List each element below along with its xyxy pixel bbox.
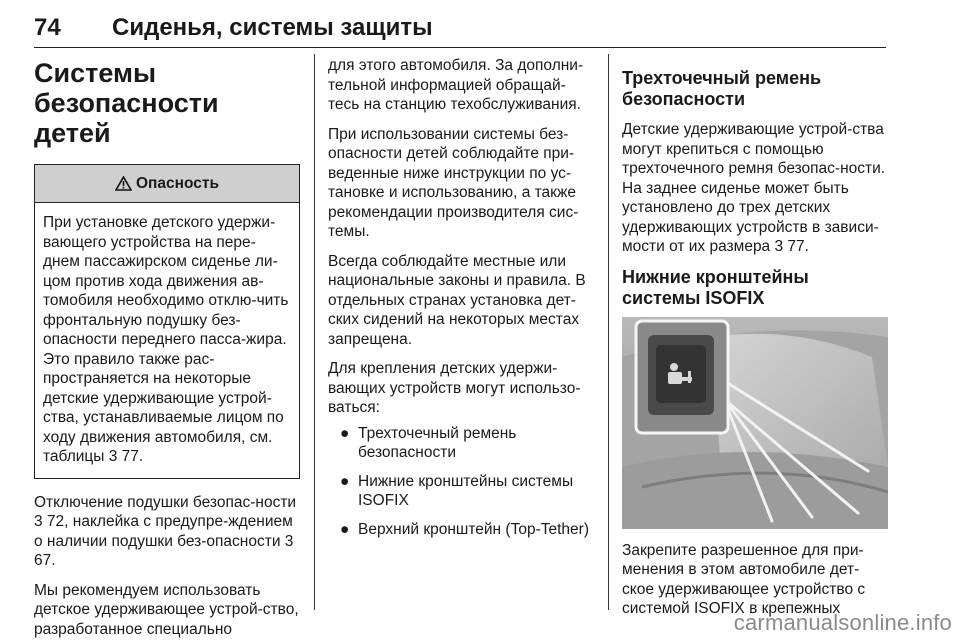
warning-title: Опасность — [135, 174, 220, 192]
column-divider-1 — [314, 54, 315, 610]
column-middle — [328, 56, 594, 548]
list-item-text: Нижние кронштейны системы ISOFIX — [358, 472, 574, 509]
warning-header — [35, 165, 299, 203]
isofix-paragraph: Закрепите разрешенное для при-менения в этом автомобиле дет-ское удерживающее устройство с системой ISOFIX в крепежных — [622, 541, 866, 617]
list-item — [328, 520, 594, 540]
page-number: 74 — [34, 14, 61, 41]
mounting-options-list — [328, 424, 594, 540]
list-item-text: Верхний кронштейн (Top-Tether) — [358, 520, 589, 538]
column-divider-2 — [608, 54, 609, 610]
warning-triangle-icon — [115, 176, 132, 191]
section-title — [34, 58, 300, 148]
instructions-paragraph: При использовании системы без-опасности детей соблюдайте при-веденные ниже инструкции по ус-тановке и использованию, а также рекомендации производителя сис-темы. — [328, 125, 579, 240]
laws-paragraph: Всегда соблюдайте местные или национальные законы и правила. В отдельных странах установка дет-ских сидений на некоторых местах запрещена. — [328, 252, 586, 348]
three-point-belt-paragraph: Детские удерживающие устрой-ства могут крепиться с помощью трехточечного ремня безопас-ности. На заднее сиденье может быть установлено до трех детских удерживающих устройств в зависи-мости от их размера 3 77. — [622, 121, 886, 255]
list-item — [328, 472, 594, 511]
bullet-icon: ● — [340, 472, 350, 490]
service-paragraph: для этого автомобиля. За дополни-тельной информацией обращай-тесь на станцию техобслуживания. — [328, 57, 584, 113]
rear-seat-isofix-illustration — [622, 317, 888, 529]
heading-isofix: Нижние кронштейны системы ISOFIX — [622, 266, 809, 308]
running-title: Сиденья, системы защиты — [112, 14, 433, 41]
bullet-icon: ● — [340, 520, 350, 538]
section-title-line-2: безопасности детей — [34, 88, 219, 148]
list-item — [328, 424, 594, 463]
heading-three-point-belt: Трехточечный ремень безопасности — [622, 68, 822, 109]
isofix-seat-photo — [622, 317, 888, 529]
column-right — [622, 56, 888, 629]
warning-text: При установке детского удержи-вающего устройства на пере-днем пассажирском сиденье ли-цом против хода движения ав-томобиля необходимо отклю-чить фронтальную подушку без-опасности переднего пасса-жира. Это правило также рас-пространяется на некоторые детские удерживающие устрой-ства, устанавливаемые лицом по ходу движения автомобиля, см. таблицы 3 77. — [43, 214, 289, 465]
recommendation-paragraph: Мы рекомендуем использовать детское удерживающее устрой-ство, разработанное специально — [34, 581, 299, 638]
mounting-intro-paragraph: Для крепления детских удержи-вающих устройств могут использо-ваться: — [328, 360, 581, 416]
section-title-line-1: Системы — [34, 58, 157, 88]
bullet-icon: ● — [340, 424, 350, 442]
list-item-text: Трехточечный ремень безопасности — [358, 424, 517, 461]
column-left — [34, 56, 300, 642]
page-header — [34, 8, 886, 48]
watermark: carmanualsonline.info — [733, 610, 952, 635]
airbag-deactivation-paragraph: Отключение подушки безопас-ности 3 72, наклейка с предупре-ждением о наличии подушки без-опасности 3 67. — [34, 493, 297, 569]
danger-warning-box — [34, 164, 300, 479]
